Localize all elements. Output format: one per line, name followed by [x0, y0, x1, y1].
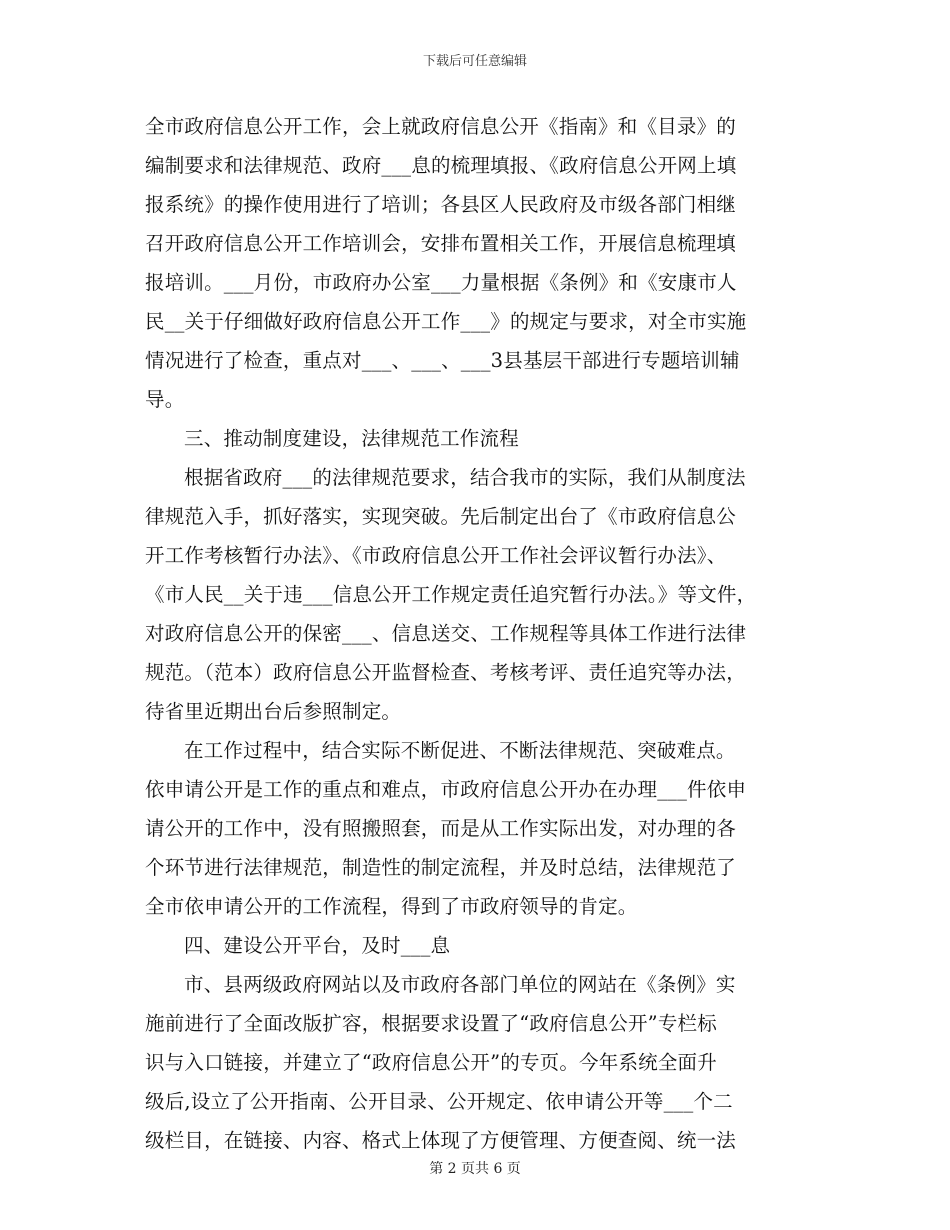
text-line: 识与入口链接，并建立了“政府信息公开”的专页。今年系统全面升: [145, 1051, 717, 1074]
page-header: 下载后可任意编辑: [422, 54, 527, 69]
text-line: 请公开的工作中，没有照搬照套，而是从工作实际出发，对办理的各: [145, 817, 737, 840]
text-line: 开工作考核暂行办法》、《市政府信息公开工作社会评议暂行办法》、: [145, 544, 727, 567]
text-line: 报培训。___月份，市政府办公室___力量根据《条例》和《安康市人: [145, 271, 737, 294]
text-line: 施前进行了全面改版扩容，根据要求设置了“政府信息公开”专栏标: [145, 1012, 717, 1035]
text-line: 对政府信息公开的保密___、信息送交、工作规程等具体工作进行法律: [145, 622, 747, 645]
text-line: 三、推动制度建设，法律规范工作流程: [184, 427, 519, 450]
text-line: 在工作过程中，结合实际不断促进、不断法律规范、突破难点。: [184, 739, 736, 762]
text-line: 导。: [145, 388, 185, 411]
text-line: 律规范入手，抓好落实，实现突破。先后制定出台了《市政府信息公: [145, 505, 737, 528]
text-line: 待省里近期出台后参照制定。: [145, 700, 402, 723]
text-line: 民__关于仔细做好政府信息公开工作___》的规定与要求，对全市实施: [145, 310, 747, 333]
text-line: 根据省政府___的法律规范要求，结合我市的实际，我们从制度法: [184, 466, 746, 489]
document-body: [145, 107, 815, 1160]
text-line: 规范。（范本）政府信息公开监督检查、考核考评、责任追究等办法，: [145, 661, 746, 684]
text-line: 四、建设公开平台，及时___息: [184, 934, 451, 957]
text-line: 全市政府信息公开工作，会上就政府信息公开《指南》和《目录》的: [145, 115, 737, 138]
text-line: 报系统》的操作使用进行了培训；各县区人民政府及市级各部门相继: [145, 193, 737, 216]
text-line: 个环节进行法律规范，制造性的制定流程，并及时总结，法律规范了: [145, 856, 737, 879]
text-line: 级栏目，在链接、内容、格式上体现了方便管理、方便查阅、统一法: [145, 1129, 737, 1152]
page-footer: 第 2 页共 6 页: [429, 1161, 521, 1177]
text-line: 市、县两级政府网站以及市政府各部门单位的网站在《条例》实: [184, 973, 736, 996]
text-line: 依申请公开是工作的重点和难点，市政府信息公开办在办理___件依申: [145, 778, 747, 801]
text-line: 《市人民__关于违___信息公开工作规定责任追究暂行办法。》等文件，: [145, 583, 757, 606]
text-line: 召开政府信息公开工作培训会，安排布置相关工作，开展信息梳理填: [145, 232, 737, 255]
text-line: 全市依申请公开的工作流程，得到了市政府领导的肯定。: [145, 895, 638, 918]
text-line: 情况进行了检查，重点对___、___、___3县基层干部进行专题培训辅: [145, 349, 740, 372]
text-line: 级后,设立了公开指南、公开目录、公开规定、依申请公开等___个二: [145, 1090, 733, 1113]
text-line: 编制要求和法律规范、政府___息的梳理填报、《政府信息公开网上填: [145, 154, 737, 177]
